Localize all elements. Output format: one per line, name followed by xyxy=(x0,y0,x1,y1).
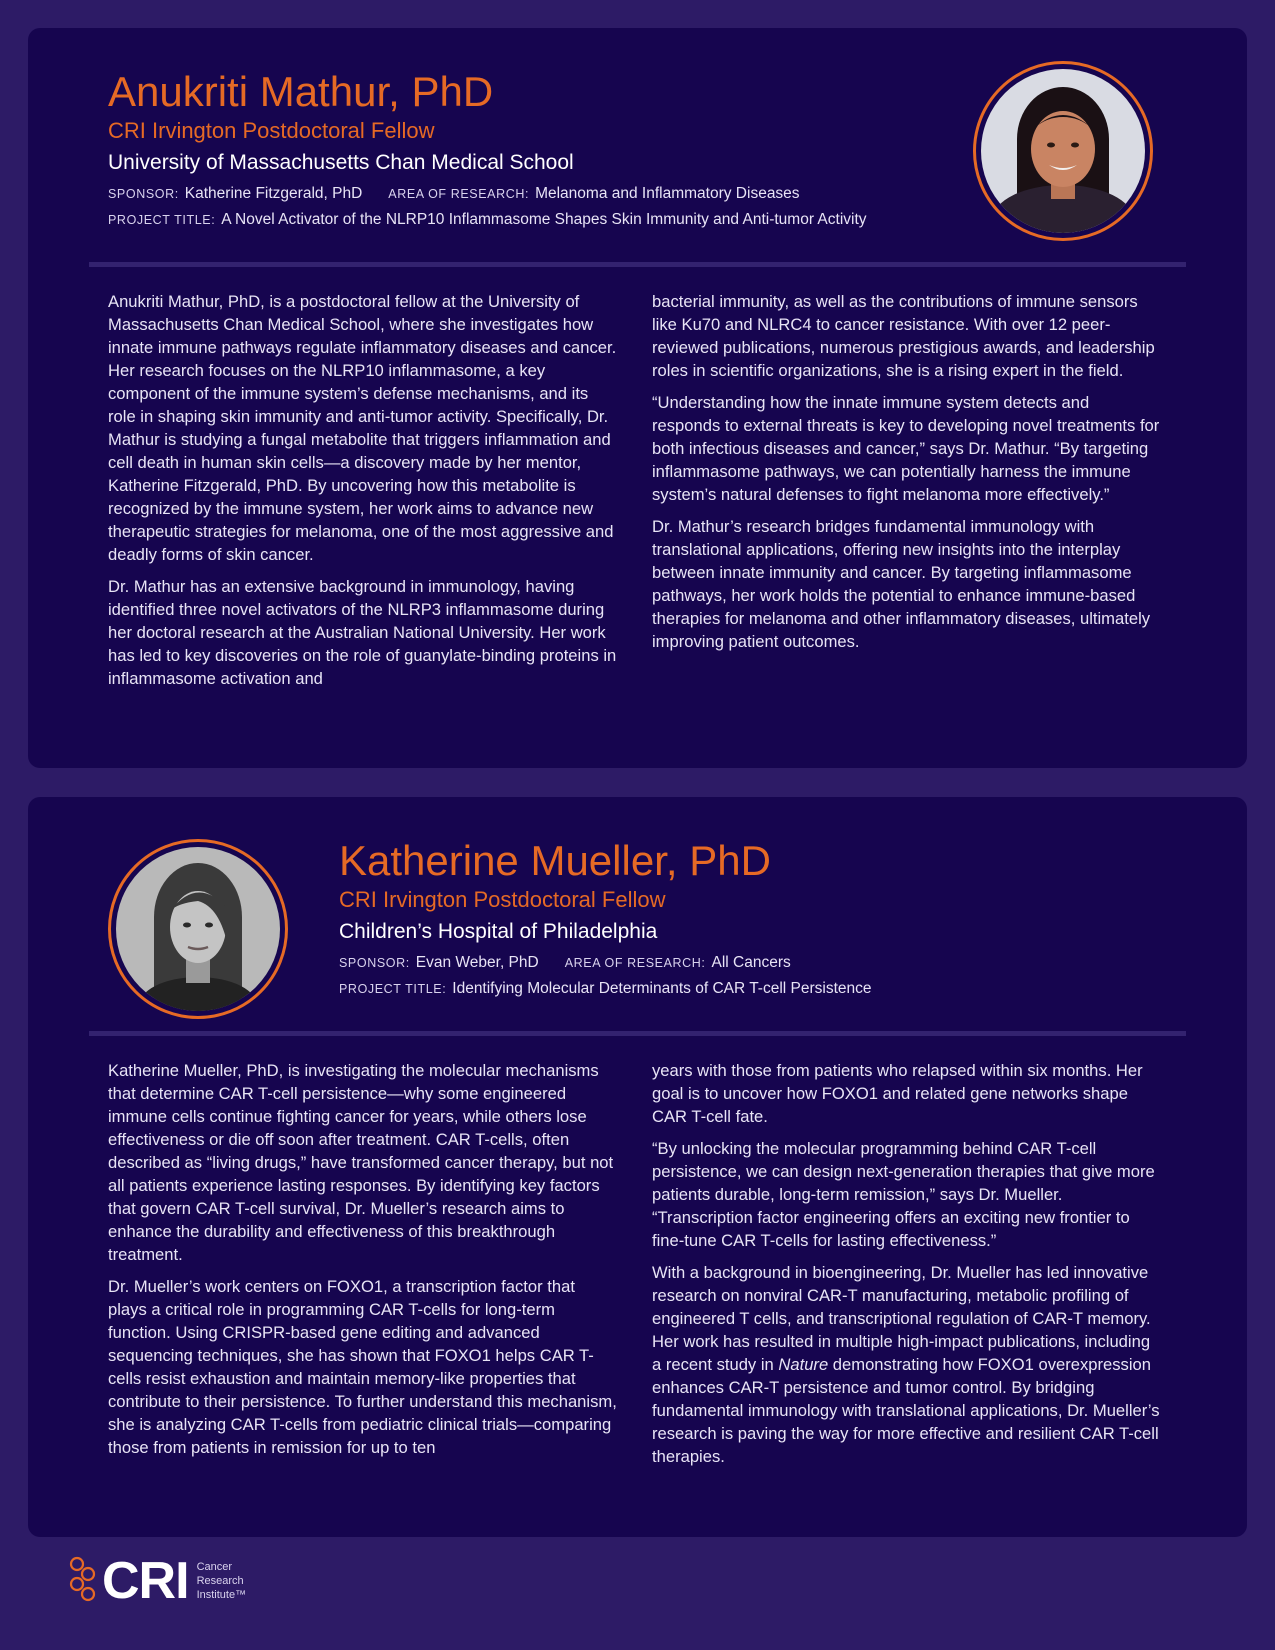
fellow-card-mathur xyxy=(28,28,1247,768)
area-value: All Cancers xyxy=(711,954,791,971)
institution-name: University of Massachusetts Chan Medical School xyxy=(108,151,574,174)
bio-text: demonstrating how FOXO1 overexpression enhances CAR-T persistence and tumor control. By bridging fundamental immunology with translational applications, Dr. Mueller’s research is paving the way for more effective and resilient CAR T-cell therapies. xyxy=(652,1355,1160,1466)
portrait-illustration xyxy=(981,69,1145,233)
section-divider xyxy=(89,262,1186,267)
sponsor-value: Evan Weber, PhD xyxy=(415,954,539,971)
fellowship-title: CRI Irvington Postdoctoral Fellow xyxy=(339,887,666,912)
bio-column-right xyxy=(652,1059,1162,1477)
sponsor-area-line xyxy=(108,185,800,203)
project-line xyxy=(339,980,872,998)
bio-paragraph: Anukriti Mathur, PhD, is a postdoctoral fellow at the University of Massachusetts Chan Medical School, where she investigates how innate immune pathways regulate inflammatory diseases and cancer. Her research focuses on the NLRP10 inflammasome, a key component of the immune system’s defense mechanisms, and its role in shaping skin immunity and anti-tumor activity. Specifically, Dr. Mathur is studying a fungal metabolite that triggers inflammation and cell death in human skin cells—a discovery made by her mentor, Katherine Fitzgerald, PhD. By uncovering how this metabolite is recognized by the immune system, her work aims to advance new therapeutic strategies for melanoma, one of the most aggressive and deadly forms of skin cancer. xyxy=(108,292,617,564)
fellow-name: Anukriti Mathur, PhD xyxy=(108,68,494,115)
logo-subtitle xyxy=(197,1560,247,1602)
institution-name: Children’s Hospital of Philadelphia xyxy=(339,920,658,943)
portrait-photo xyxy=(108,839,288,1019)
fellowship-title: CRI Irvington Postdoctoral Fellow xyxy=(108,118,435,143)
cri-logo xyxy=(68,1552,247,1610)
quote-paragraph: “By unlocking the molecular programming behind CAR T-cell persistence, we can design next-generation therapies that give more patients durable, long-term remission,” says Dr. Mueller. “Transcription factor engineering offers an exciting new frontier to fine-tune CAR T-cells for lasting effectiveness.” xyxy=(652,1139,1155,1250)
logo-line: Institute™ xyxy=(196,1589,247,1601)
project-value: A Novel Activator of the NLRP10 Inflammasome Shapes Skin Immunity and Anti-tumor Activity xyxy=(221,211,867,228)
portrait-illustration xyxy=(116,847,280,1011)
fellow-card-mueller xyxy=(28,797,1247,1537)
sponsor-value: Katherine Fitzgerald, PhD xyxy=(184,185,363,202)
sponsor-area-line xyxy=(339,954,791,972)
logo-line: Research xyxy=(196,1575,244,1587)
bio-paragraph: Katherine Mueller, PhD, is investigating the molecular mechanisms that determine CAR T-cell persistence—why some engineered immune cells continue fighting cancer for years, while others lose effectiveness or die off soon after treatment. CAR T-cells, often described as “living drugs,” have transformed cancer therapy, but not all patients experience lasting responses. By identifying key factors that govern CAR T-cell survival, Dr. Mueller’s research aims to enhance the durability and effectiveness of this breakthrough treatment. xyxy=(108,1061,614,1264)
portrait-photo xyxy=(973,61,1153,241)
sponsor-label: SPONSOR: xyxy=(108,187,179,201)
bio-paragraph xyxy=(652,1261,1162,1468)
bio-paragraph: Dr. Mathur’s research bridges fundamental immunology with translational applications, offering new insights into the interplay between innate immunity and cancer. By targeting inflammasome pathways, her work holds the potential to enhance immune-based therapies for melanoma and other inflammatory diseases, ultimately improving patient outcomes. xyxy=(652,517,1151,651)
project-label: PROJECT TITLE: xyxy=(339,982,447,996)
section-divider xyxy=(89,1031,1186,1036)
journal-name: Nature xyxy=(778,1355,829,1374)
bio-column-left xyxy=(108,290,618,699)
bio-column-right xyxy=(652,290,1162,662)
project-line xyxy=(108,211,867,229)
area-label: AREA OF RESEARCH: xyxy=(388,187,530,201)
logo-line: Cancer xyxy=(196,1561,233,1573)
bio-text: With a background in bioengineering, Dr. Mueller has led innovative research on nonviral CAR-T manufacturing, metabolic profiling of engineered T cells, and transcriptional regulation of CAR-T memory. Her work has resulted in multiple high-impact publications, including a recent study in xyxy=(652,1263,1151,1374)
logo-wordmark: CRI xyxy=(102,1552,189,1610)
bio-column-left xyxy=(108,1059,618,1468)
area-label: AREA OF RESEARCH: xyxy=(564,956,706,970)
area-value: Melanoma and Inflammatory Diseases xyxy=(535,185,800,202)
quote-paragraph: “Understanding how the innate immune system detects and responds to external threats is key to developing novel treatments for both infectious diseases and cancer,” says Dr. Mathur. “By targeting inflammasome pathways, we can potentially harness the immune system’s natural defenses to fight melanoma more effectively.” xyxy=(652,393,1160,504)
project-value: Identifying Molecular Determinants of CAR T-cell Persistence xyxy=(452,980,872,997)
project-label: PROJECT TITLE: xyxy=(108,213,216,227)
bio-paragraph: Dr. Mueller’s work centers on FOXO1, a transcription factor that plays a critical role in programming CAR T-cells for long-term function. Using CRISPR-based gene editing and advanced sequencing techniques, she has shown that FOXO1 helps CAR T-cells resist exhaustion and maintain memory-like properties that contribute to their persistence. To further understand this mechanism, she is analyzing CAR T-cells from pediatric clinical trials—comparing those from patients in remission for up to ten xyxy=(108,1277,617,1457)
sponsor-label: SPONSOR: xyxy=(339,956,410,970)
bio-paragraph: bacterial immunity, as well as the contributions of immune sensors like Ku70 and NLRC4 to cancer resistance. With over 12 peer-reviewed publications, numerous prestigious awards, and leadership roles in scientific organizations, she is a rising expert in the field. xyxy=(652,292,1155,380)
bio-paragraph: Dr. Mathur has an extensive background in immunology, having identified three novel activators of the NLRP3 inflammasome during her doctoral research at the Australian National University. Her work has led to key discoveries on the role of guanylate-binding proteins in inflammasome activation and xyxy=(108,577,617,688)
bio-paragraph: years with those from patients who relapsed within six months. Her goal is to uncover how FOXO1 and related gene networks shape CAR T-cell fate. xyxy=(652,1061,1143,1126)
hexagon-cluster-icon xyxy=(68,1556,98,1606)
fellow-name: Katherine Mueller, PhD xyxy=(339,837,771,884)
